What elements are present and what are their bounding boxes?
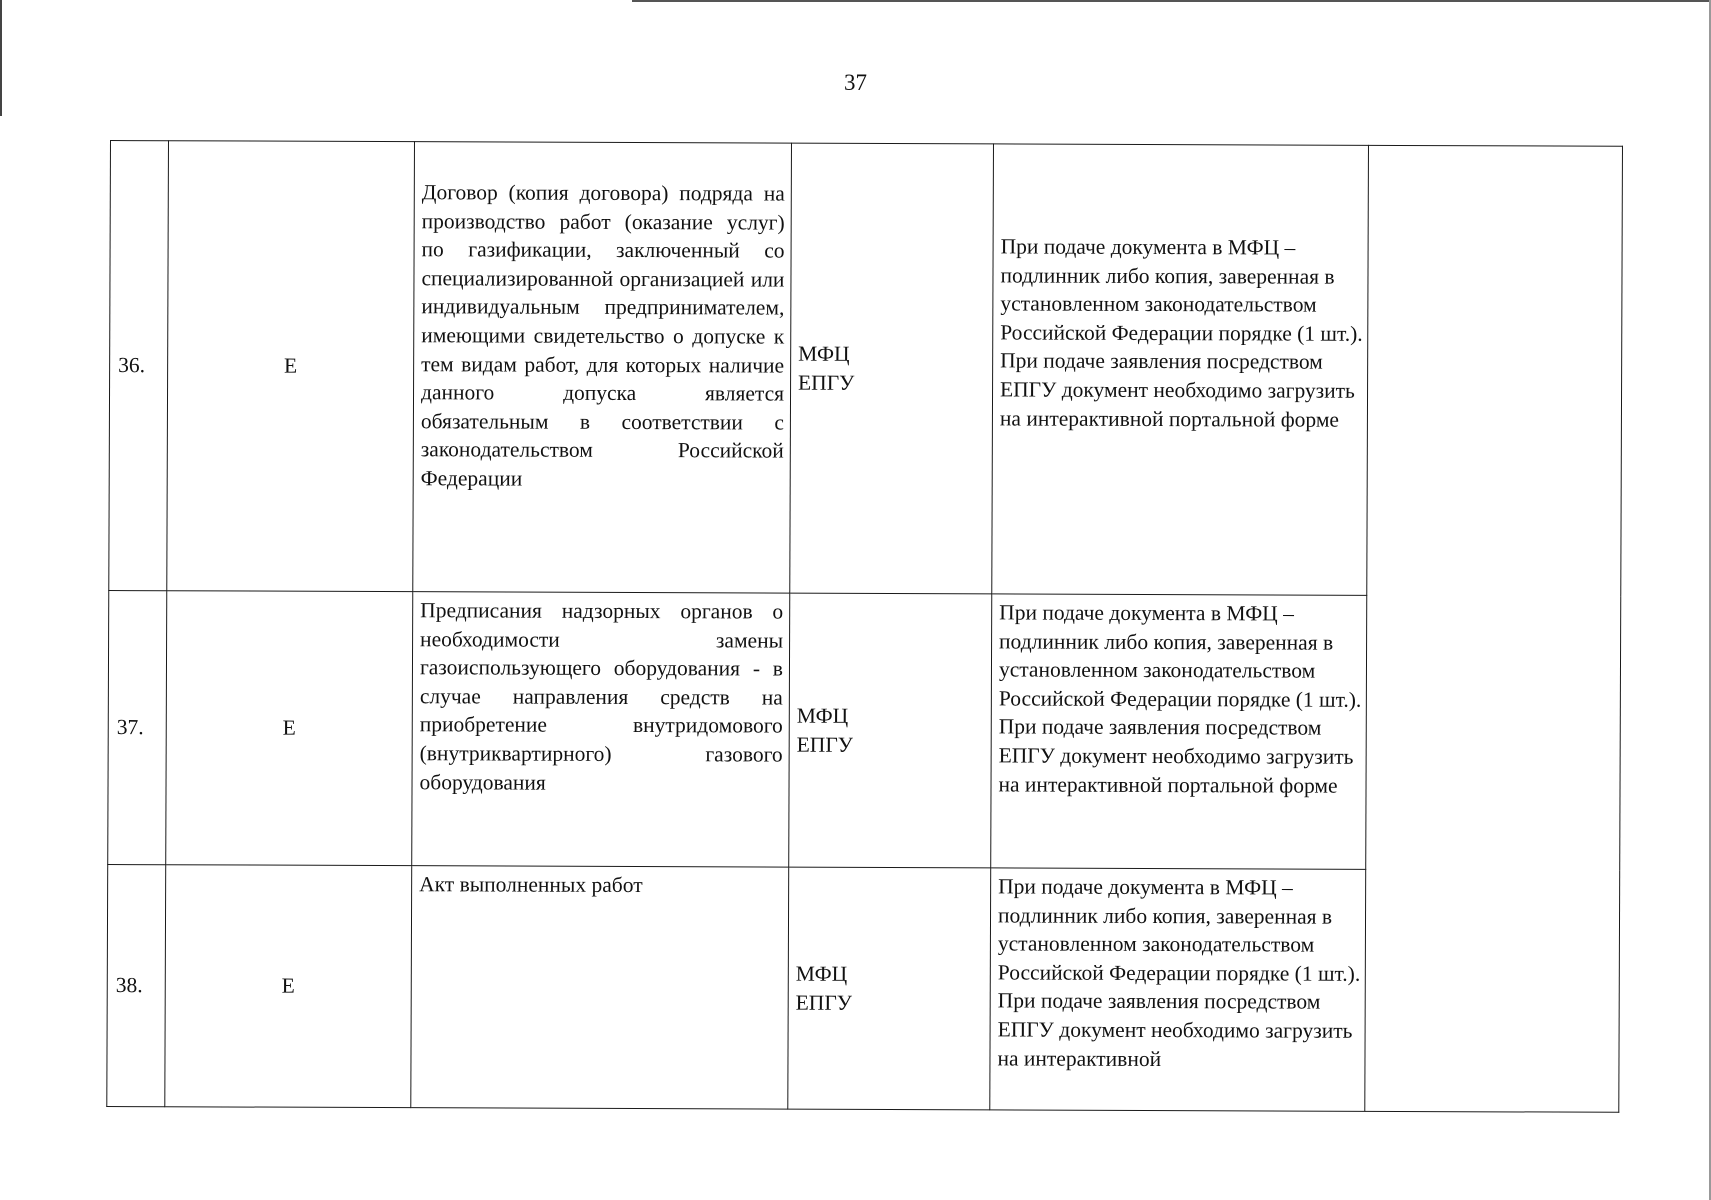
row-note: При подаче документа в МФЦ – подлинник либо копия, заверенная в установленном законодательством Российской Федерации порядке (1 шт.). При подаче заявления посредством ЕПГУ документ необходимо загрузить на интерактивной портальной форме — [991, 594, 1367, 869]
where-epgu: ЕПГУ — [796, 732, 854, 757]
where-mfc: МФЦ — [795, 961, 848, 986]
row-document: Предписания надзорных органов о необходимости замены газоиспользующего оборудования - в случае направления средств на приобретение внутридомового (внутриквартирного) газового оборудования — [412, 592, 790, 867]
row-document: Акт выполненных работ — [411, 866, 789, 1109]
table-row — [109, 141, 1623, 597]
empty-column — [1365, 145, 1623, 1112]
row-number: 37. — [108, 590, 167, 864]
row-number: 36. — [109, 141, 169, 591]
row-note: При подаче документа в МФЦ – подлинник либо копия, заверенная в установленном законодательством Российской Федерации порядке (1 шт.). При подаче заявления посредством ЕПГУ документ необходимо загрузить на интерактивной портальной форме — [992, 144, 1369, 595]
where-epgu: ЕПГУ — [798, 370, 855, 395]
row-submission-place — [789, 593, 992, 868]
row-document: Договор (копия договора) подряда на производство работ (оказание услуг) по газификации, заключенный со специализированной организацией или индивидуальным предпринимателем, имеющими свидетельство о допуске к тем видам работ, для которых наличие данного допуска является обязательным в соответствии с законодательством Российской Федерации — [413, 142, 792, 593]
page-number: 37 — [844, 70, 867, 95]
where-mfc: МФЦ — [796, 703, 849, 728]
scan-edge-top — [632, 0, 1711, 2]
where-epgu: ЕПГУ — [795, 990, 853, 1015]
row-category: Е — [165, 865, 412, 1108]
documents-table — [106, 140, 1623, 1113]
row-number: 38. — [107, 864, 166, 1106]
where-mfc: МФЦ — [798, 341, 850, 366]
row-submission-place — [788, 867, 991, 1110]
scan-edge-left — [0, 0, 2, 116]
row-category: Е — [166, 591, 413, 866]
row-category: Е — [167, 141, 415, 592]
row-note: При подаче документа в МФЦ – подлинник либо копия, заверенная в установленном законодательством Российской Федерации порядке (1 шт.). При подаче заявления посредством ЕПГУ документ необходимо загрузить на интерактивной — [990, 868, 1366, 1111]
row-submission-place — [790, 143, 994, 594]
